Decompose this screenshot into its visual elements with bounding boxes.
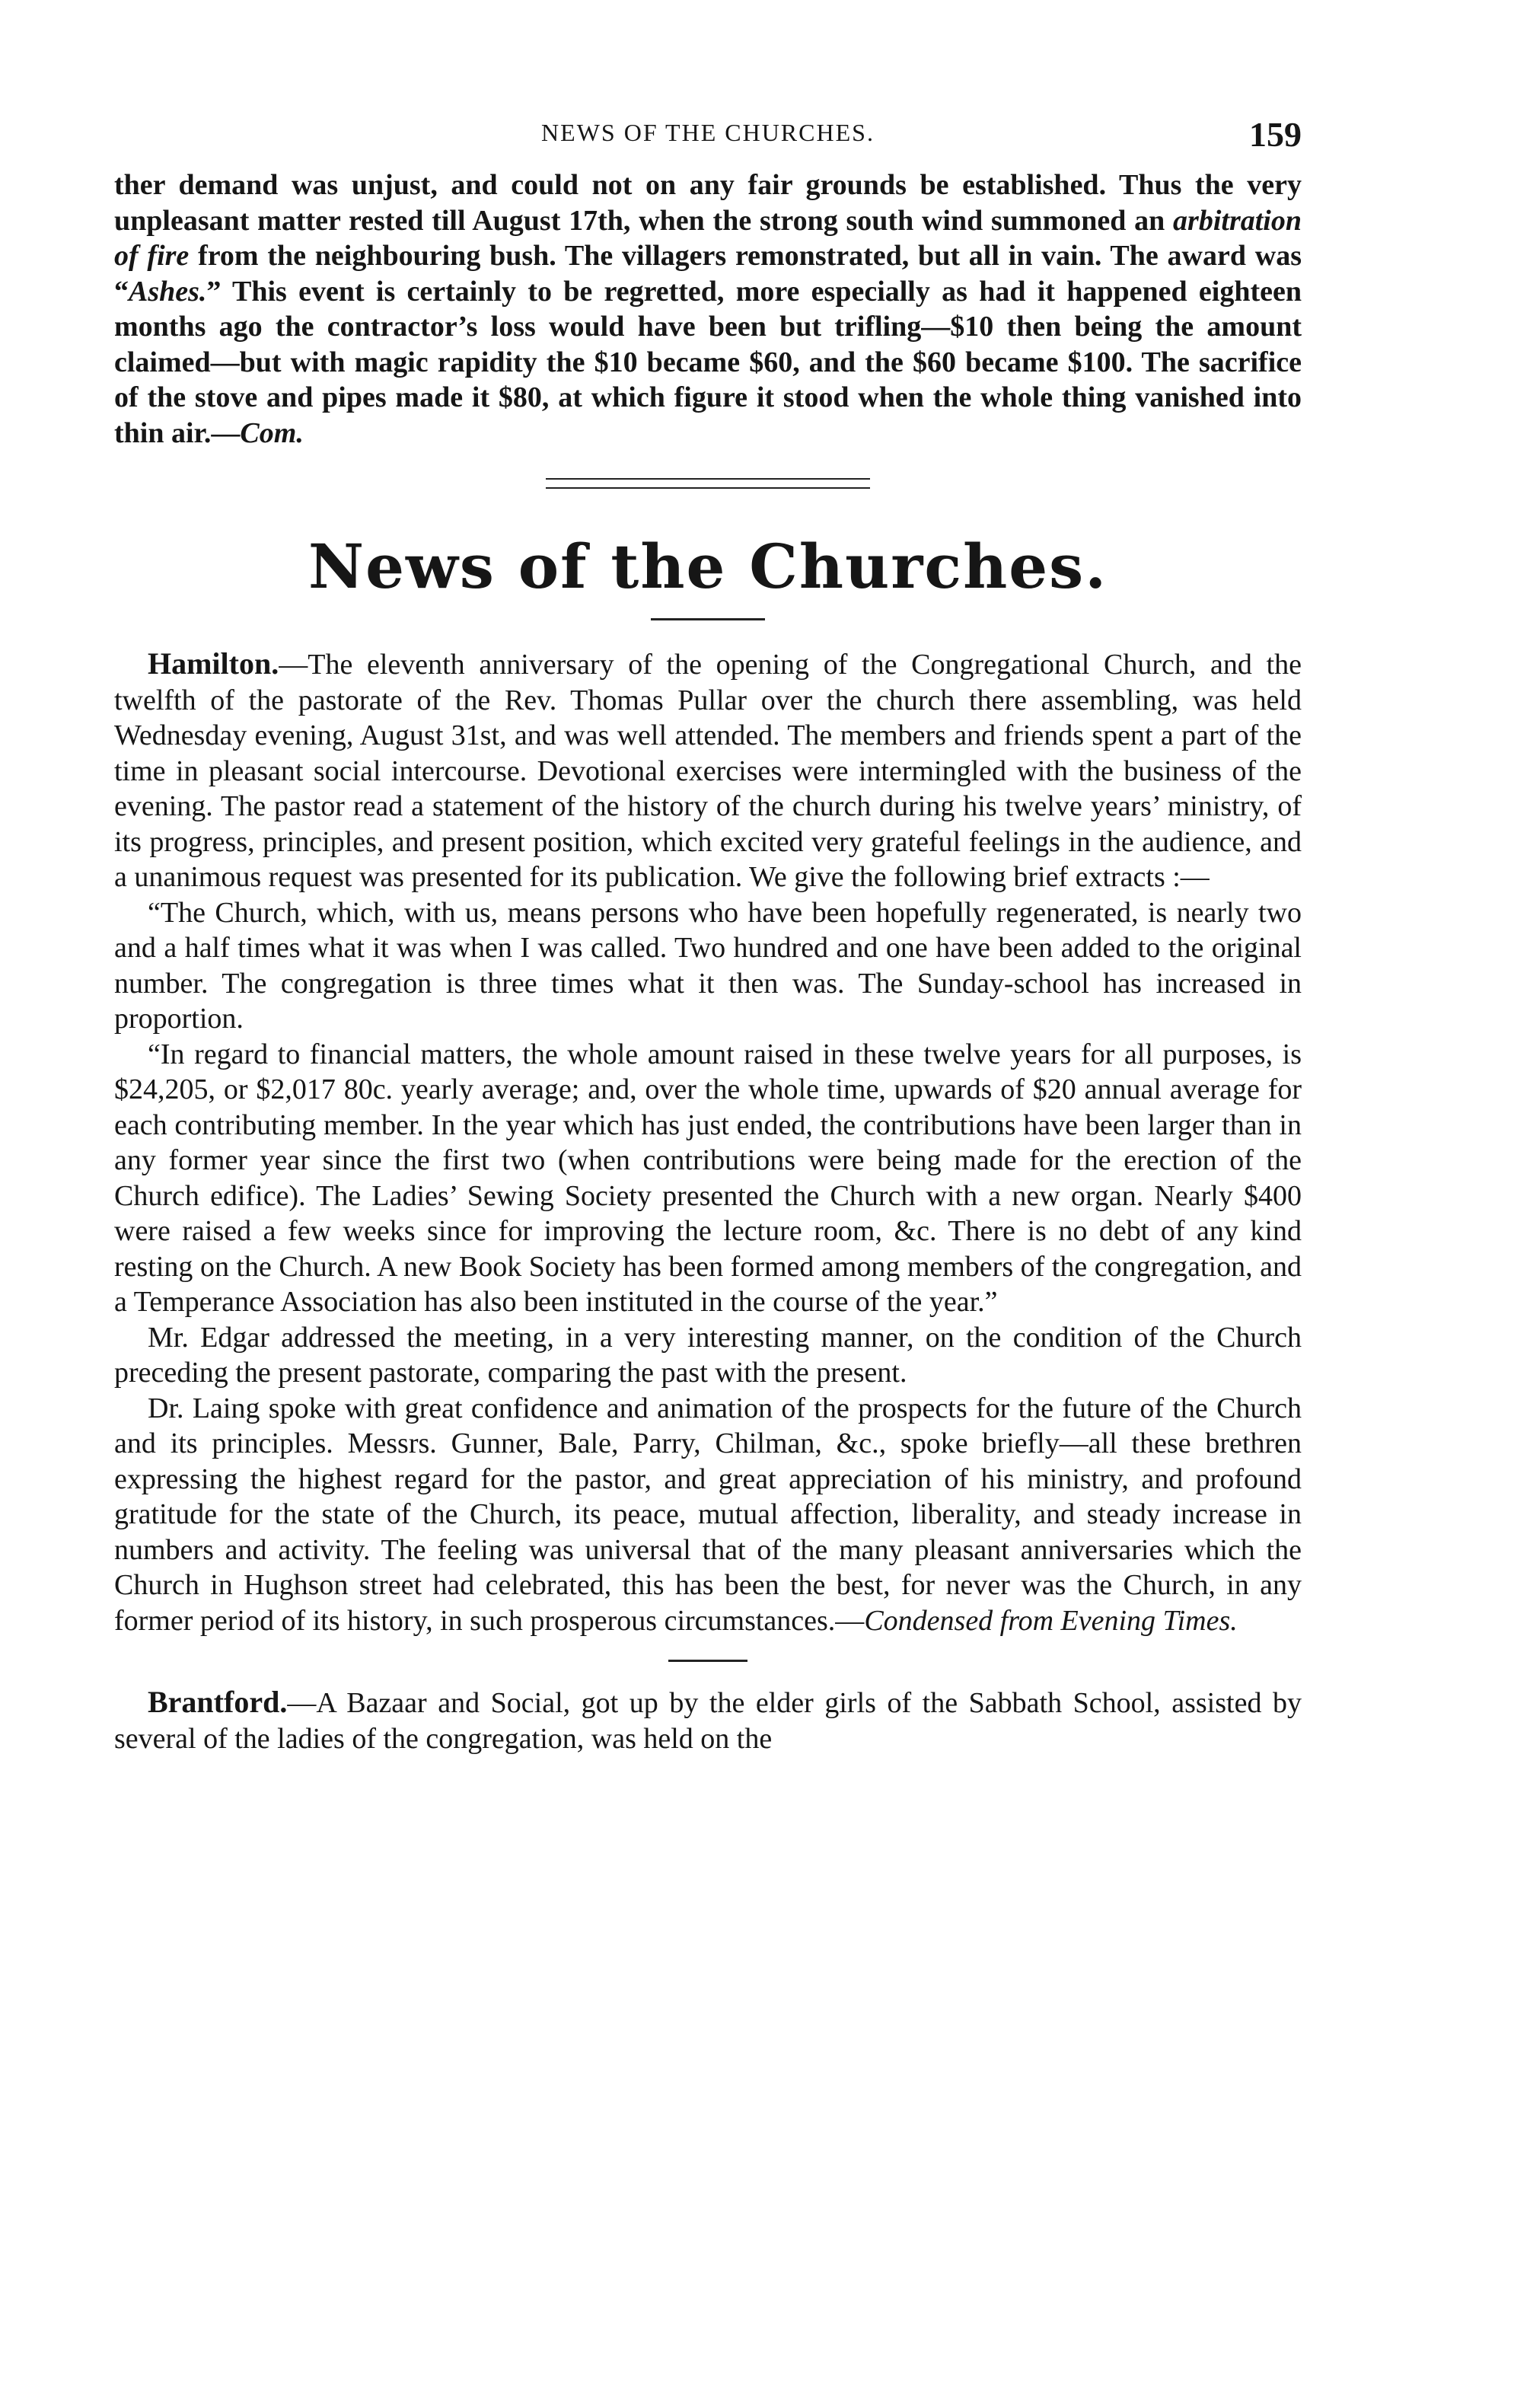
edgar-paragraph: Mr. Edgar addressed the meeting, in a very interesting manner, on the condition of the Church preceding the present pastorate, comparing the past with the present.	[114, 1321, 1302, 1389]
heading-rule	[651, 618, 765, 620]
running-head	[114, 114, 1302, 167]
page	[114, 114, 1302, 1756]
source-credit: Condensed from Evening Times.	[864, 1604, 1238, 1637]
section-divider	[546, 478, 870, 489]
running-title: NEWS OF THE CHURCHES.	[541, 119, 875, 146]
brantford-paragraph	[114, 1685, 1302, 1756]
article-separator	[668, 1660, 747, 1662]
hamilton-intro	[114, 646, 1302, 895]
laing-paragraph	[114, 1391, 1302, 1639]
text-run: ” This event is certainly to be regretted, more especially as had it happened eighteen months ago the contractor’s loss would have been but trifling—$10 then being the amount claimed—but with magic rapidity the $10 became $60, and the $60 became $100. The sacrifice of the stove and pipes made it $80, at which figure it stood when the whole thing vanished into thin air.—	[114, 275, 1302, 449]
signature: Com.	[240, 416, 304, 449]
italic-run: arbitration of fire	[114, 204, 1302, 272]
quote-paragraph: “The Church, which, with us, means persons who have been hopefully regenerated, is nearly two and a half times what it was when I was called. Two hundred and one have been added to the original number. The congregation is three times what it then was. The Sunday-school has increased in proportion.	[114, 896, 1302, 1035]
text-run: Dr. Laing spoke with great confidence and animation of the prospects for the future of the Church and its principles. Messrs. Gunner, Bale, Parry, Chilman, &c., spoke briefly—all these brethren expressing the highest regard for the pastor, and great appreciation of his ministry, and profound gratitude for the state of the Church, its peace, mutual affection, liberality, and steady increase in numbers and activity. The feeling was universal that of the many pleasant anniversaries which the Church in Hughson street had celebrated, this has been the best, for never was the Church, in any former period of its history, in such prosperous circumstances.—	[114, 1392, 1302, 1637]
place-name: Hamilton.	[148, 646, 279, 681]
place-name: Brantford.	[148, 1685, 288, 1719]
quote-paragraph: “In regard to financial matters, the whole amount raised in these twelve years for all purposes, is $24,205, or $2,017 80c. yearly average; and, over the whole time, upwards of $20 annual average for each contributing member. In the year which has just ended, the contributions have been larger than in any former year since the first two (when contributions were being made for the erection of the Church edifice). The Ladies’ Sewing Society presented the Church with a new organ. Nearly $400 were raised a few weeks since for improving the lecture room, &c. There is no debt of any kind resting on the Church. A new Book Society has been formed among members of the congregation, and a Temperance Association has also been instituted in the course of the year.”	[114, 1038, 1302, 1318]
section-heading: News of the Churches.	[308, 531, 1108, 602]
text-run: ther demand was unjust, and could not on any fair grounds be established. Thus the very unpleasant matter rested till August 17th, when the strong south wind summoned an	[114, 169, 1302, 237]
page-number: 159	[1249, 115, 1302, 154]
italic-run: Ashes.	[129, 275, 207, 308]
text-run: —A Bazaar and Social, got up by the elder girls of the Sabbath School, assisted by several of the ladies of the congregation, was held on the	[114, 1687, 1302, 1755]
text-run: —The eleventh anniversary of the opening of the Congregational Church, and the twelfth of the pastorate of the Rev. Thomas Pullar over the church there assembling, was held Wednesday evening, August 31st, and was well attended. The members and friends spent a part of the time in pleasant social intercourse. Devotional exercises were intermingled with the business of the evening. The pastor read a statement of the history of the church during his twelve years’ ministry, of its progress, principles, and present position, which excited very grateful feelings in the audience, and a unanimous request was presented for its publication. We give the following brief extracts :—	[114, 649, 1302, 893]
continued-paragraph	[114, 167, 1302, 451]
text-run: from the neighbouring bush. The villagers remonstrated, but all in vain. The award was “	[114, 240, 1302, 308]
